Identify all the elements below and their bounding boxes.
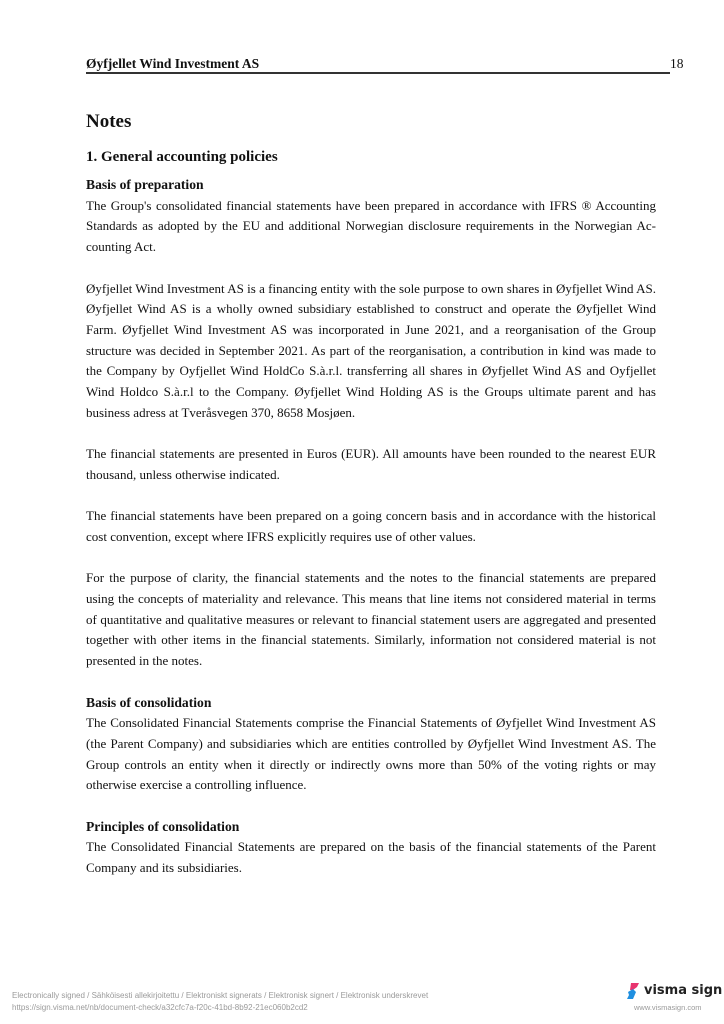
visma-sign-brand: visma sign bbox=[644, 983, 723, 998]
paragraph: Øyfjellet Wind Investment AS is a financing entity with the sole purpose to own shares in Øyfjellet Wind AS. Øyfjellet Wind AS is a wholly owned subsidiary established to construct and operate the Øyfjellet Wind Farm. Øyfjellet Wind Investment AS was incorporated in June 2021, and a reorganisation of the Group structure was decided in September 2021. As part of the reorganisation, a contribution in kind was made to the Company by Oyfjellet Wind HoldCo S.à.r.l. transferring all shares in Øyfjellet Wind AS and Oyfjellet Wind Holdco S.à.r.l to the Company. Øyfjellet Wind Holding AS is the Groups ultimate parent and has business adress at Tveråsvegen 370, 8658 Mosjøen. bbox=[86, 280, 656, 420]
principles-of-consolidation-heading: Principles of consolidation bbox=[86, 818, 240, 834]
page-header bbox=[86, 56, 686, 74]
visma-sign-logo[interactable] bbox=[627, 983, 722, 999]
header-divider bbox=[86, 72, 670, 74]
basis-of-consolidation-section bbox=[86, 713, 656, 796]
basis-of-preparation-heading: Basis of preparation bbox=[86, 177, 204, 192]
paragraph: The Consolidated Financial Statements comprise the Financial Statements of Øyfjellet Wind Investment AS (the Parent Company) and subsidiaries which are entities controlled by Øyfjellet Wind Investment AS. The Group controls an entity when it directly or indirectly owns more than 50% of the voting rights or may otherwise exercise a controlling influence. bbox=[86, 715, 656, 793]
document-body bbox=[86, 110, 656, 879]
basis-of-preparation-section bbox=[86, 196, 656, 672]
visma-sign-logo-icon bbox=[627, 983, 639, 999]
document-check-link[interactable]: https://sign.visma.net/nb/document-check/a32cfc7a-f20c-41bd-8b92-21ec060b2cd2 bbox=[12, 1003, 308, 1012]
visma-sign-website-link[interactable]: www.vismasign.com bbox=[634, 1003, 702, 1012]
header-company-name: Øyfjellet Wind Investment AS bbox=[86, 56, 260, 71]
page-title: Notes bbox=[86, 111, 132, 132]
paragraph: The financial statements have been prepared on a going concern basis and in accordance with the historical cost convention, except where IFRS explicitly requires use of other values. bbox=[86, 508, 656, 544]
paragraph: The Consolidated Financial Statements are prepared on the basis of the financial statements of the Parent Company and its subsidiaries. bbox=[86, 839, 656, 876]
paragraph: The financial statements are presented in Euros (EUR). All amounts have been rounded to the nearest EUR thousand, unless otherwise indicated. bbox=[86, 446, 656, 482]
signature-footer bbox=[12, 990, 428, 1014]
section-title: 1. General accounting policies bbox=[86, 149, 278, 165]
paragraph: The Group's consolidated financial statements have been prepared in accordance with IFRS ® Accounting Standards as adopted by the EU and additional Norwegian disclosure requirements in the Norwegian Accounting Act. bbox=[86, 197, 656, 255]
signature-statement: Electronically signed / Sähköisesti allekirjoitettu / Elektroniskt signerats / Elektronisk signert / Elektronisk underskrevet bbox=[12, 991, 429, 1000]
page-number: 18 bbox=[670, 56, 684, 71]
principles-of-consolidation-section bbox=[86, 837, 656, 878]
basis-of-consolidation-heading: Basis of consolidation bbox=[86, 694, 212, 710]
paragraph: For the purpose of clarity, the financial statements and the notes to the financial statements are prepared using the concepts of materiality and relevance. This means that line items not considered material in terms of quantitative and qualitative measures or relevant to financial statement users are aggregated and presented together with other items in the financial statements. Similarly, information not considered material is not presented in the notes. bbox=[86, 570, 656, 669]
